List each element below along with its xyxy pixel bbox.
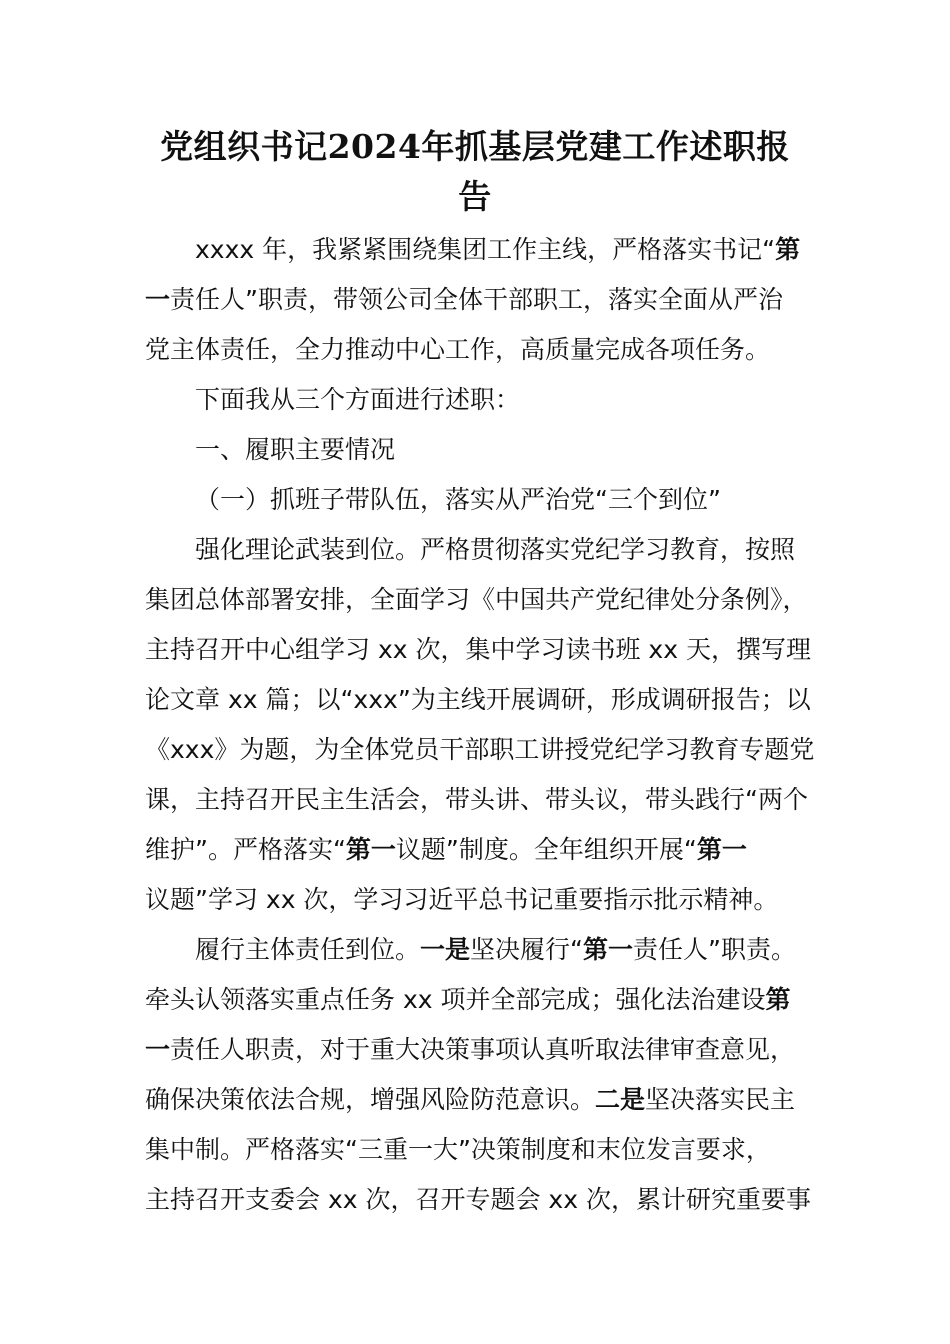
subsection-heading: （一）抓班子带队伍，落实从严治党“三个到位” [195, 485, 721, 514]
body-line: 主持召开中心组学习 xx 次，集中学习读书班 xx 天，撰写理 [145, 635, 811, 664]
body-line: 一责任人职责，对于重大决策事项认真听取法律审查意见， [145, 1035, 796, 1064]
document-title [100, 122, 850, 222]
body-line: 强化理论武装到位。严格贯彻落实党纪学习教育，按照 [195, 535, 796, 564]
body-line: 履行主体责任到位。一是坚决履行“第一责任人”职责。 [195, 935, 796, 964]
body-line: 《xxx》为题，为全体党员干部职工讲授党纪学习教育专题党 [145, 735, 815, 764]
title-line-1: 党组织书记2024年抓基层党建工作述职报 [160, 127, 790, 166]
body-line: 课，主持召开民主生活会，带头讲、带头议，带头践行“两个 [145, 785, 808, 814]
body-line: 主持召开支委会 xx 次，召开专题会 xx 次，累计研究重要事 [145, 1185, 811, 1214]
body-line: 一责任人”职责，带领公司全体干部职工，落实全面从严治 [145, 285, 783, 314]
body-line: xxxx 年，我紧紧围绕集团工作主线，严格落实书记“第 [195, 235, 801, 264]
section-heading: 一、履职主要情况 [195, 435, 396, 464]
body-line: 党主体责任，全力推动中心工作，高质量完成各项任务。 [145, 335, 771, 364]
body-line: 确保决策依法合规，增强风险防范意识。二是坚决落实民主 [145, 1085, 796, 1114]
body-line: 论文章 xx 篇；以“xxx”为主线开展调研，形成调研报告；以 [145, 685, 811, 714]
body-line: 议题”学习 xx 次，学习习近平总书记重要指示批示精神。 [145, 885, 779, 914]
body-line: 集中制。严格落实“三重一大”决策制度和末位发言要求， [145, 1135, 771, 1164]
body-line: 集团总体部署安排，全面学习《中国共产党纪律处分条例》， [145, 585, 808, 614]
body-line: 维护”。严格落实“第一议题”制度。全年组织开展“第一 [145, 835, 747, 864]
body-line: 下面我从三个方面进行述职： [195, 385, 521, 414]
title-line-2: 告 [458, 177, 492, 216]
body-line: 牵头认领落实重点任务 xx 项并全部完成；强化法治建设第 [145, 985, 791, 1014]
